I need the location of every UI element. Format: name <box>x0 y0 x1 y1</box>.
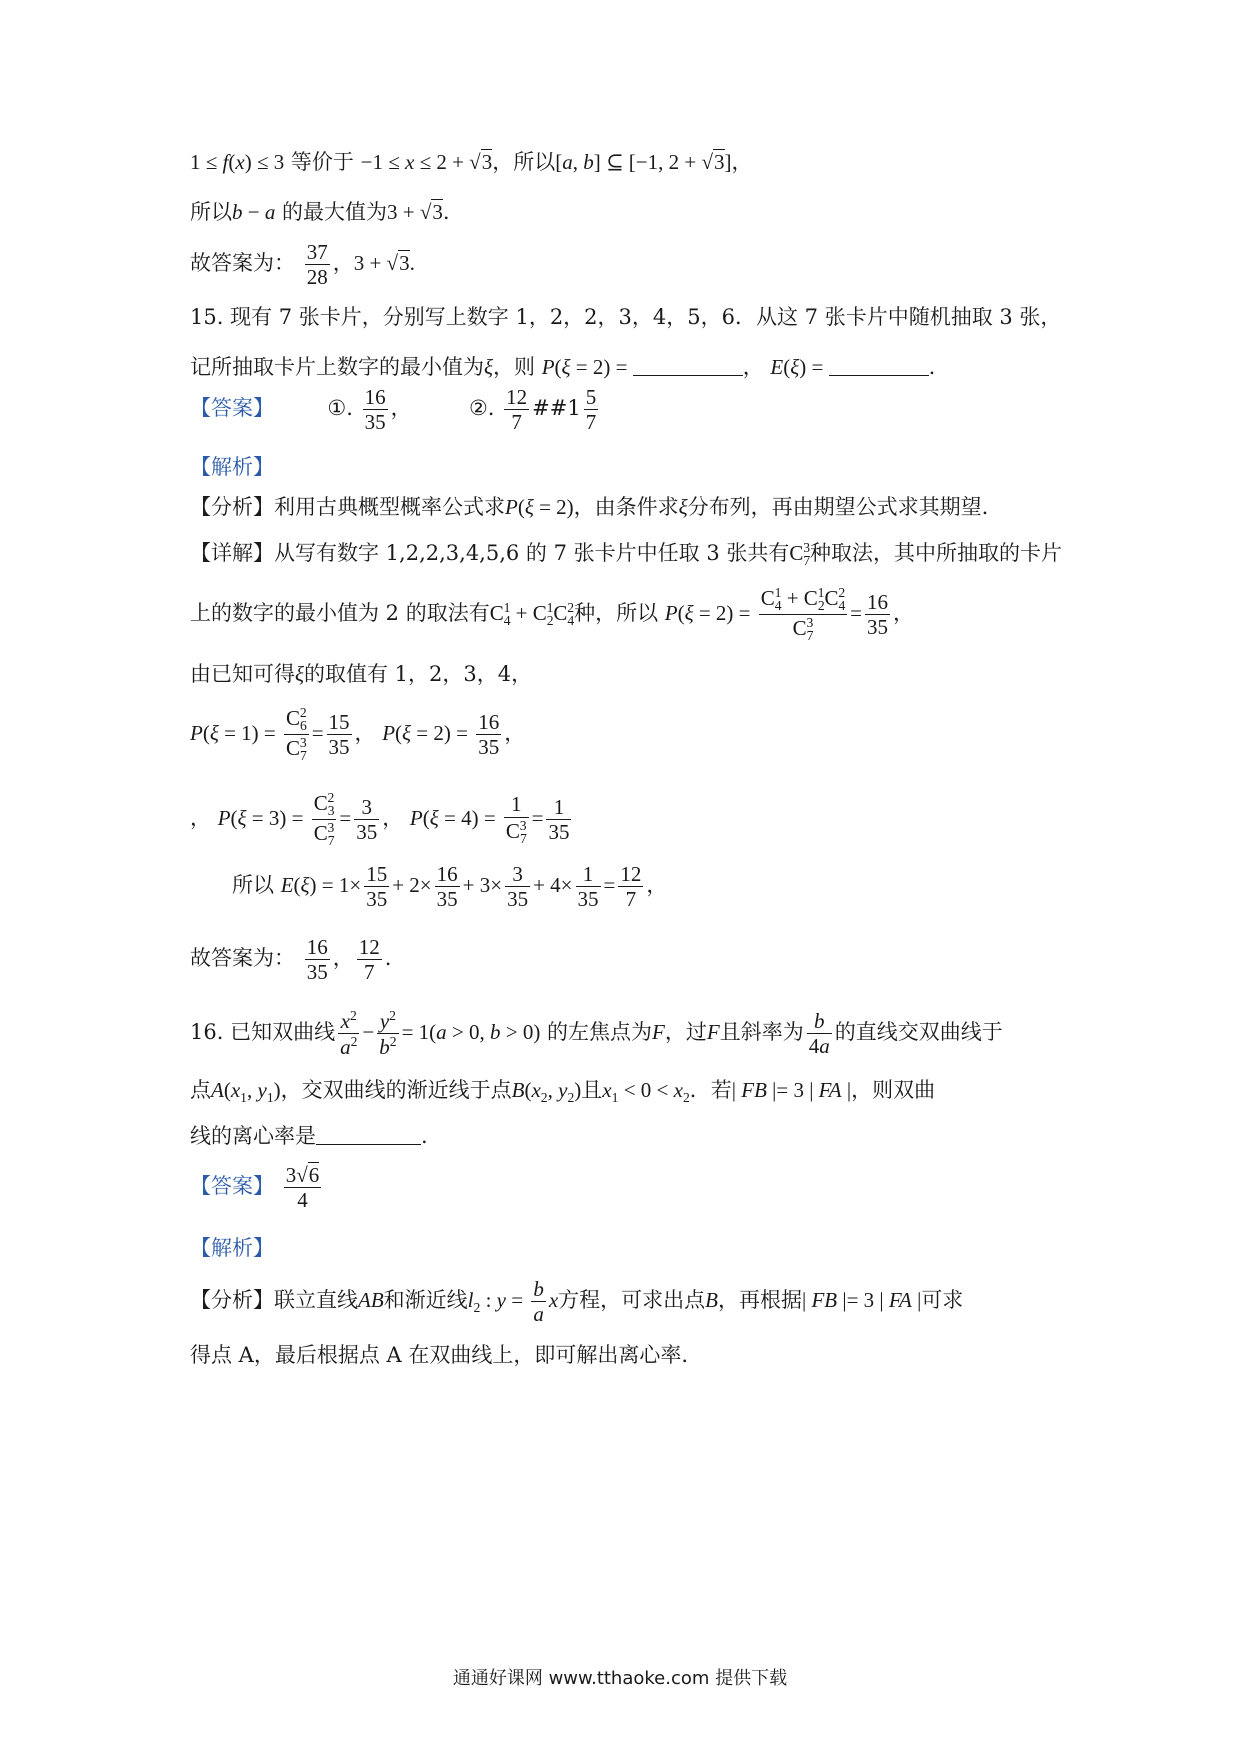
question-16-line-1: 16. 已知双曲线 $\frac{x^2}{a^2}$ − $\frac{y^2}{b^2}$ = 1(a > 0, b > 0) 的左焦点为F，过F且斜率为 $\frac{b}{4a}$ 的直线交双曲线于 <box>190 1008 1003 1060</box>
solution-line-1: 1 ≤ f(x) ≤ 3 等价于 −1 ≤ x ≤ 2 + √3，所以[a, b] ⊆ [−1, 2 + √3]， <box>190 150 753 174</box>
fraction: $\frac{16}{35}$ <box>478 709 500 759</box>
fraction: $\frac{1}{C_7^3}$ <box>505 792 527 846</box>
answer-line-14: 故答案为： $\frac{37}{28}$ ，3 + √3. <box>190 240 415 290</box>
fraction: $\frac{16}{35}$ <box>306 935 328 985</box>
answer-15: 【答案】 ①. $\frac{16}{35}$ ， ②. $\frac{12}{7}$ ##1 $\frac{5}{7}$ <box>190 385 597 435</box>
answer-blank[interactable] <box>633 375 743 376</box>
fraction: $\frac{1}{35}$ <box>577 862 599 912</box>
analysis-tag: 【解析】 <box>190 1236 274 1260</box>
fraction: $\frac{y^2}{b^2}$ <box>379 1008 397 1060</box>
question-15-line-2: 记所抽取卡片上数字的最小值为ξ，则 P(ξ = 2) = ， E(ξ) = . <box>190 355 936 379</box>
fraction: $\frac{C_6^2}{C_7^3}$ <box>286 705 307 764</box>
answer-line-15: 故答案为： $\frac{16}{35}$ ， $\frac{12}{7}$ . <box>190 935 392 985</box>
analysis-15: 【分析】利用古典概型概率公式求P(ξ = 2)，由条件求ξ分布列，再由期望公式求其期望. <box>190 495 989 519</box>
fraction: $\frac{3}{35}$ <box>507 862 529 912</box>
analysis-tag: 【解析】 <box>190 455 274 479</box>
analysis-16-line-1: 【分析】联立直线AB和渐近线$l_2$ : y = $\frac{b}{a}$ x方程，可求出点B，再根据| FB |= 3 | FA |可求 <box>190 1277 964 1327</box>
fraction: $\frac{3√6}{4}$ <box>285 1163 320 1213</box>
fraction: $\frac{37}{28}$ <box>306 240 328 290</box>
answer-16 <box>190 1163 324 1212</box>
fraction: $\frac{15}{35}$ <box>328 709 350 759</box>
fraction: $\frac{15}{35}$ <box>366 862 388 912</box>
answer-tag: 【答案】 <box>190 396 274 421</box>
page-footer: 通通好课网 www.tthaoke.com 提供下载 <box>452 1668 788 1689</box>
fraction: $\frac{12}{7}$ <box>506 385 528 435</box>
detail-15-line-1: 【详解】从写有数字 1,2,2,3,4,5,6 的 7 张卡片中任取 3 张共有$C_7^3$种取法，其中所抽取的卡片 <box>190 540 1063 569</box>
answer-tag: 【答案】 <box>190 1174 274 1199</box>
analysis-16-line-2: 得点 A，最后根据点 A 在双曲线上，即可解出离心率. <box>190 1343 689 1367</box>
question-15-line-1: 15. 现有 7 张卡片，分别写上数字 1，2，2，3，4，5，6．从这 7 张卡片中随机抽取 3 张， <box>190 305 1062 329</box>
fraction: $\frac{C_3^2}{C_7^3}$ <box>313 790 335 849</box>
fraction: $\frac{x^2}{a^2}$ <box>340 1008 358 1060</box>
question-16-line-2: 点$A(x_1$, $y_1$)，交双曲线的渐近线于点$B(x_2$, $y_2$)且$x_1 < 0 < x_2$．若| FB |= 3 | FA |，则双曲 <box>190 1078 936 1106</box>
fraction: $\frac{3}{35}$ <box>356 794 378 844</box>
fraction: $\frac{16}{35}$ <box>436 862 458 912</box>
detail-15-line-2: 上的数字的最小值为 2 的取法有$C_4^1 + C_2^1C_4^2$种，所以 P(ξ = 2) = $\frac{C_4^1 + C_2^1C_4^2}{C_7^3}$ = $\frac{16}{35}$ ， <box>190 585 914 644</box>
solution-line-2: 所以b − a 的最大值为3 + √3. <box>190 200 450 224</box>
fraction: $\frac{1}{35}$ <box>548 794 570 844</box>
prob-line-1: P(ξ = 1) = $\frac{C_6^2}{C_7^3}$ = $\frac{15}{35}$ ， P(ξ = 2) = $\frac{16}{35}$ ， <box>190 705 526 764</box>
question-16-line-3: 线的离心率是 . <box>190 1124 428 1148</box>
fraction: $\frac{12}{7}$ <box>358 935 380 985</box>
fraction: $\frac{5}{7}$ <box>585 385 597 435</box>
fraction: $\frac{b}{4a}$ <box>808 1009 830 1059</box>
detail-15-line-3: 由已知可得ξ的取值有 1，2，3，4， <box>190 662 533 686</box>
prob-line-2: ， P(ξ = 3) = $\frac{C_3^2}{C_7^3}$ = $\frac{3}{35}$ ， P(ξ = 4) = $\frac{1}{C_7^3}$ = $\frac{1}{35}$ <box>190 790 570 849</box>
answer-blank[interactable] <box>829 375 929 376</box>
expectation-line: 所以 E(ξ) = 1× $\frac{15}{35}$ + 2× $\frac{16}{35}$ + 3× $\frac{3}{35}$ + 4× $\frac{1}{35}$ = $\frac{12}{7}$ ， <box>232 862 668 912</box>
answer-blank[interactable] <box>316 1144 421 1145</box>
fraction: $\frac{C_4^1 + C_2^1C_4^2}{C_7^3}$ <box>760 585 846 644</box>
fraction: $\frac{16}{35}$ <box>364 385 386 435</box>
fraction: $\frac{16}{35}$ <box>866 589 888 639</box>
fraction: $\frac{b}{a}$ <box>533 1277 544 1327</box>
fraction: $\frac{12}{7}$ <box>620 862 642 912</box>
